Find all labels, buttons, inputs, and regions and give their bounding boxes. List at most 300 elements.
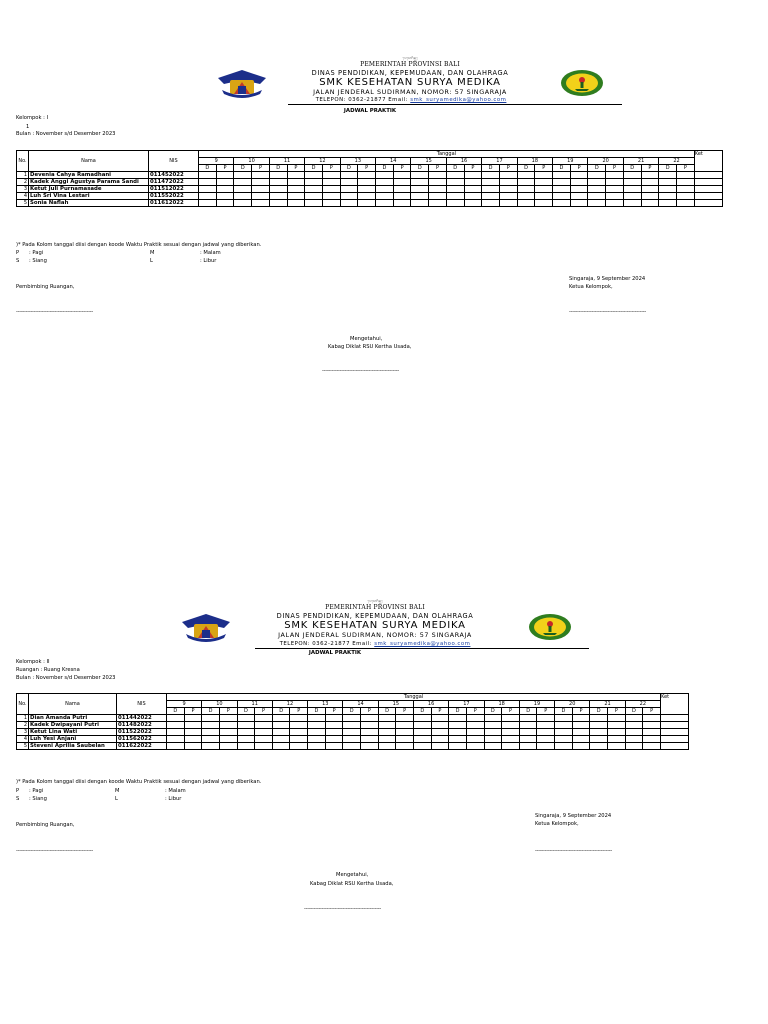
schedule-cell[interactable]: [396, 729, 414, 736]
schedule-cell[interactable]: [413, 736, 431, 743]
shift-p-header: P: [466, 708, 484, 715]
student-nis: 011562022: [117, 736, 167, 743]
schedule-cell[interactable]: [343, 729, 361, 736]
day-header: 9: [167, 701, 202, 708]
shift-p-header: P: [606, 165, 624, 172]
schedule-cell[interactable]: [343, 743, 361, 750]
shift-d-header: D: [588, 165, 606, 172]
day-header: 9: [199, 158, 234, 165]
schedule-cell[interactable]: [519, 729, 537, 736]
schedule-cell[interactable]: [590, 729, 608, 736]
day-header: 10: [234, 158, 269, 165]
pembimbing-label: Pembimbing Ruangan,: [16, 284, 75, 290]
schedule-cell[interactable]: [608, 729, 626, 736]
legend-l-label: : Libur: [165, 796, 182, 802]
schedule-cell[interactable]: [202, 729, 220, 736]
legend-l-label: : Libur: [200, 258, 217, 264]
schedule-cell[interactable]: [431, 736, 449, 743]
shift-p-header: P: [429, 165, 447, 172]
shift-d-header: D: [484, 708, 502, 715]
student-no: 2: [17, 179, 29, 186]
schedule-cell[interactable]: [608, 736, 626, 743]
table-row: [17, 736, 689, 743]
schedule-cell[interactable]: [343, 715, 361, 722]
shift-d-header: D: [482, 165, 500, 172]
col-header-no: No.: [17, 694, 29, 715]
schedule-cell[interactable]: [184, 729, 202, 736]
table-row: [17, 743, 689, 750]
shift-p-header: P: [464, 165, 482, 172]
schedule-cell[interactable]: [237, 722, 255, 729]
day-header: 17: [482, 158, 517, 165]
schedule-cell[interactable]: [466, 715, 484, 722]
schedule-cell[interactable]: [290, 715, 308, 722]
day-header: 14: [376, 158, 411, 165]
pembimbing-label: Pembimbing Ruangan,: [16, 822, 75, 828]
legend-p-label: : Pagi: [29, 250, 44, 256]
table-row: [17, 722, 689, 729]
schedule-cell[interactable]: [290, 729, 308, 736]
legend-s-label: : Siang: [29, 796, 47, 802]
schedule-cell[interactable]: [555, 743, 573, 750]
shift-p-header: P: [572, 708, 590, 715]
schedule-cell[interactable]: [255, 736, 273, 743]
schedule-cell[interactable]: [502, 715, 520, 722]
ketua-label: Ketua Kelompok,: [569, 284, 613, 290]
schedule-cell[interactable]: [219, 743, 237, 750]
schedule-cell[interactable]: [625, 736, 643, 743]
shift-p-header: P: [608, 708, 626, 715]
schedule-cell[interactable]: [325, 715, 343, 722]
shift-p-header: P: [322, 165, 340, 172]
schedule-cell[interactable]: [537, 715, 555, 722]
schedule-cell[interactable]: [502, 729, 520, 736]
shift-d-header: D: [413, 708, 431, 715]
schedule-cell[interactable]: [378, 715, 396, 722]
shift-d-header: D: [446, 165, 464, 172]
shift-p-header: P: [361, 708, 379, 715]
schedule-cell[interactable]: [608, 722, 626, 729]
student-name: Luh Yesi Anjani: [29, 736, 117, 743]
schedule-cell[interactable]: [484, 729, 502, 736]
schedule-cell[interactable]: [625, 743, 643, 750]
ket-cell[interactable]: [661, 722, 689, 729]
header-school: SMK KESEHATAN SURYA MEDIKA: [319, 77, 501, 88]
student-name: Ketut Lina Wati: [29, 729, 117, 736]
col-header-nama: Nama: [29, 694, 117, 715]
shift-p-header: P: [290, 708, 308, 715]
day-header: 13: [308, 701, 343, 708]
header-script-line: ᬧᬾᬫᬾᬭᬶᬦ᭄ᬢᬄ: [367, 599, 383, 603]
legend-s-code: S: [16, 258, 20, 264]
schedule-cell[interactable]: [184, 722, 202, 729]
kelompok-label: Kelompok : I: [16, 115, 49, 121]
schedule-cell[interactable]: [572, 715, 590, 722]
schedule-cell[interactable]: [202, 743, 220, 750]
legend-p-code: P: [16, 250, 20, 256]
schedule-cell[interactable]: [361, 736, 379, 743]
student-nis: 011512022: [149, 186, 199, 193]
schedule-cell[interactable]: [537, 736, 555, 743]
schedule-cell[interactable]: [449, 715, 467, 722]
header-address: JALAN JENDERAL SUDIRMAN, NOMOR: 57 SINGARAJA: [278, 631, 472, 639]
schedule-cell[interactable]: [237, 715, 255, 722]
shift-d-header: D: [519, 708, 537, 715]
schedule-cell[interactable]: [378, 729, 396, 736]
header-dinas: DINAS PENDIDIKAN, KEPEMUDAAN, DAN OLAHRAGA: [311, 69, 509, 77]
shift-d-header: D: [202, 708, 220, 715]
legend-m-code: M: [115, 788, 120, 794]
schedule-cell[interactable]: [466, 722, 484, 729]
student-no: 4: [17, 193, 29, 200]
schedule-cell[interactable]: [431, 722, 449, 729]
day-header: 12: [272, 701, 307, 708]
kabag-label: Kabag Diklat RSU Kertha Usada,: [310, 881, 394, 887]
schedule-cell[interactable]: [378, 722, 396, 729]
schedule-cell[interactable]: [572, 736, 590, 743]
shift-d-header: D: [623, 165, 641, 172]
schedule-cell[interactable]: [325, 722, 343, 729]
header-address: JALAN JENDERAL SUDIRMAN, NOMOR: 57 SINGARAJA: [313, 88, 507, 96]
header-gov: PEMERINTAH PROVINSI BALI: [325, 604, 425, 611]
student-no: 1: [17, 172, 29, 179]
schedule-cell[interactable]: [643, 743, 661, 750]
schedule-cell[interactable]: [519, 722, 537, 729]
schedule-cell[interactable]: [466, 743, 484, 750]
schedule-cell[interactable]: [502, 722, 520, 729]
schedule-cell[interactable]: [484, 722, 502, 729]
schedule-cell[interactable]: [325, 729, 343, 736]
schedule-cell[interactable]: [202, 722, 220, 729]
schedule-cell[interactable]: [537, 722, 555, 729]
schedule-cell[interactable]: [290, 736, 308, 743]
shift-p-header: P: [252, 165, 270, 172]
schedule-cell[interactable]: [608, 743, 626, 750]
schedule-cell[interactable]: [308, 722, 326, 729]
mengetahui-label: Mengetahui,: [336, 872, 369, 878]
bulan-label: Bulan : November s/d Desember 2023: [16, 131, 116, 137]
shift-d-header: D: [167, 708, 185, 715]
shift-d-header: D: [343, 708, 361, 715]
schedule-cell[interactable]: [431, 729, 449, 736]
schedule-cell[interactable]: [272, 722, 290, 729]
shift-p-header: P: [358, 165, 376, 172]
schedule-cell[interactable]: [219, 715, 237, 722]
header-gov: PEMERINTAH PROVINSI BALI: [360, 61, 460, 68]
day-header: 13: [340, 158, 375, 165]
student-no: 2: [17, 722, 29, 729]
shift-d-header: D: [625, 708, 643, 715]
day-header: 11: [269, 158, 304, 165]
schedule-cell[interactable]: [255, 715, 273, 722]
ket-cell[interactable]: [661, 715, 689, 722]
schedule-cell[interactable]: [555, 722, 573, 729]
schedule-cell[interactable]: [643, 722, 661, 729]
schedule-cell[interactable]: [272, 715, 290, 722]
bulan-label: Bulan : November s/d Desember 2023: [16, 675, 116, 681]
day-header: 14: [343, 701, 378, 708]
col-header-ket: Ket: [694, 151, 722, 172]
student-nis: 011552022: [149, 193, 199, 200]
schedule-cell[interactable]: [378, 743, 396, 750]
schedule-cell[interactable]: [167, 743, 185, 750]
header-telephone: [250, 641, 500, 647]
student-name: Kadek Anggi Agustya Parama Sandi: [29, 179, 149, 186]
email-link[interactable]: smk_suryamedika@yahoo.com: [410, 97, 507, 103]
table-header-row: [17, 694, 689, 701]
schedule-cell[interactable]: [413, 729, 431, 736]
schedule-cell[interactable]: [167, 729, 185, 736]
student-name: Steveni Aprilia Saubelan: [29, 743, 117, 750]
day-header: 16: [413, 701, 448, 708]
schedule-cell[interactable]: [202, 736, 220, 743]
schedule-cell[interactable]: [396, 736, 414, 743]
ruangan-label: 1: [26, 124, 30, 130]
page-title: JADWAL PRAKTIK: [343, 108, 397, 114]
schedule-cell[interactable]: [237, 729, 255, 736]
day-header: 16: [446, 158, 481, 165]
schedule-cell[interactable]: [308, 743, 326, 750]
student-no: 4: [17, 736, 29, 743]
schedule-cell[interactable]: [572, 729, 590, 736]
schedule-cell[interactable]: [590, 722, 608, 729]
schedule-cell[interactable]: [449, 743, 467, 750]
shift-d-header: D: [411, 165, 429, 172]
schedule-cell[interactable]: [572, 722, 590, 729]
schedule-cell[interactable]: [413, 715, 431, 722]
shift-d-header: D: [234, 165, 252, 172]
schedule-cell[interactable]: [643, 715, 661, 722]
shift-d-header: D: [590, 708, 608, 715]
legend-s-label: : Siang: [29, 258, 47, 264]
legend-note: )* Pada Kolom tanggal diisi dengan koode Waktu Praktik sesuai dengan jadwal yang diberikan.: [16, 242, 262, 248]
schedule-cell[interactable]: [431, 715, 449, 722]
kabag-sign-line: ------------------------------------------------: [304, 906, 382, 912]
schedule-cell[interactable]: [484, 743, 502, 750]
schedule-cell[interactable]: [255, 722, 273, 729]
telephone-text: TELEPON: 0362-21877 Email:: [315, 97, 409, 103]
student-no: 5: [17, 200, 29, 207]
shift-p-header: P: [502, 708, 520, 715]
schedule-cell[interactable]: [325, 736, 343, 743]
shift-p-header: P: [431, 708, 449, 715]
schedule-cell[interactable]: [255, 743, 273, 750]
schedule-cell[interactable]: [237, 743, 255, 750]
page-title: JADWAL PRAKTIK: [308, 650, 362, 656]
shift-p-header: P: [499, 165, 517, 172]
schedule-cell[interactable]: [184, 715, 202, 722]
schedule-cell[interactable]: [202, 715, 220, 722]
day-header: 17: [449, 701, 484, 708]
col-header-no: No.: [17, 151, 29, 172]
day-header: 22: [659, 158, 695, 165]
student-nis: 011452022: [149, 172, 199, 179]
legend-s-code: S: [16, 796, 20, 802]
schedule-cell[interactable]: [413, 722, 431, 729]
mengetahui-label: Mengetahui,: [350, 336, 383, 342]
schedule-cell[interactable]: [308, 715, 326, 722]
shift-d-header: D: [449, 708, 467, 715]
schedule-cell[interactable]: [272, 729, 290, 736]
schedule-cell[interactable]: [555, 729, 573, 736]
schedule-cell[interactable]: [167, 736, 185, 743]
schedule-cell[interactable]: [431, 743, 449, 750]
legend-m-label: : Malam: [165, 788, 186, 794]
schedule-cell[interactable]: [449, 736, 467, 743]
schedule-cell[interactable]: [555, 715, 573, 722]
telephone-text: TELEPON: 0362-21877 Email:: [279, 641, 373, 647]
schedule-cell[interactable]: [519, 743, 537, 750]
schedule-cell[interactable]: [361, 715, 379, 722]
shift-d-header: D: [308, 708, 326, 715]
schedule-cell[interactable]: [272, 743, 290, 750]
shift-p-header: P: [641, 165, 659, 172]
schedule-cell[interactable]: [590, 736, 608, 743]
schedule-cell[interactable]: [484, 715, 502, 722]
legend-l-code: L: [150, 258, 153, 264]
schedule-cell[interactable]: [378, 736, 396, 743]
schedule-cell[interactable]: [325, 743, 343, 750]
schedule-cell[interactable]: [308, 736, 326, 743]
schedule-cell[interactable]: [413, 743, 431, 750]
schedule-cell[interactable]: [219, 736, 237, 743]
shift-p-header: P: [393, 165, 411, 172]
schedule-cell[interactable]: [167, 722, 185, 729]
student-no: 3: [17, 186, 29, 193]
shift-d-header: D: [340, 165, 358, 172]
school-logo-icon: [528, 613, 572, 641]
schedule-cell[interactable]: [555, 736, 573, 743]
schedule-cell[interactable]: [466, 736, 484, 743]
legend-p-label: : Pagi: [29, 788, 44, 794]
shift-p-header: P: [216, 165, 234, 172]
shift-p-header: P: [535, 165, 553, 172]
schedule-cell[interactable]: [272, 736, 290, 743]
student-name: Luh Sri Vina Lestari: [29, 193, 149, 200]
day-header: 15: [411, 158, 446, 165]
shift-d-header: D: [555, 708, 573, 715]
schedule-cell[interactable]: [219, 722, 237, 729]
pembimbing-sign-line: ------------------------------------------------: [16, 848, 94, 854]
table-row: [17, 715, 689, 722]
schedule-cell[interactable]: [519, 736, 537, 743]
schedule-cell[interactable]: [466, 729, 484, 736]
day-header: 11: [237, 701, 272, 708]
schedule-cell[interactable]: [643, 736, 661, 743]
email-link[interactable]: smk_suryamedika@yahoo.com: [374, 641, 471, 647]
day-header: 21: [623, 158, 658, 165]
schedule-cell[interactable]: [184, 743, 202, 750]
schedule-cell[interactable]: [255, 729, 273, 736]
header-script-line: ᬧᬾᬫᬾᬭᬶᬦ᭄ᬢᬄ: [402, 56, 418, 60]
kabag-sign-line: ------------------------------------------------: [322, 368, 400, 374]
day-header: 20: [588, 158, 623, 165]
day-header: 10: [202, 701, 237, 708]
place-date: Singaraja, 9 September 2024: [569, 276, 646, 282]
schedule-table: [16, 693, 689, 750]
schedule-cell[interactable]: [396, 743, 414, 750]
schedule-cell[interactable]: [449, 729, 467, 736]
schedule-cell[interactable]: [643, 729, 661, 736]
day-header: 18: [484, 701, 519, 708]
schedule-cell[interactable]: [396, 715, 414, 722]
schedule-cell[interactable]: [308, 729, 326, 736]
schedule-cell[interactable]: [361, 743, 379, 750]
schedule-cell[interactable]: [625, 722, 643, 729]
schedule-cell[interactable]: [449, 722, 467, 729]
day-header: 15: [378, 701, 413, 708]
day-header: 21: [590, 701, 625, 708]
shift-d-header: D: [553, 165, 571, 172]
student-name: Kadek Dwipayani Putri: [29, 722, 117, 729]
schedule-cell[interactable]: [184, 736, 202, 743]
schedule-cell[interactable]: [519, 715, 537, 722]
col-header-nama: Nama: [29, 151, 149, 172]
ket-cell[interactable]: [661, 729, 689, 736]
legend-l-code: L: [115, 796, 118, 802]
shift-p-header: P: [219, 708, 237, 715]
col-header-tanggal: Tanggal: [167, 694, 661, 701]
schedule-cell[interactable]: [537, 743, 555, 750]
ket-cell[interactable]: [661, 736, 689, 743]
student-nis: 011442022: [117, 715, 167, 722]
shift-p-header: P: [537, 708, 555, 715]
schedule-cell[interactable]: [608, 715, 626, 722]
schedule-cell[interactable]: [590, 715, 608, 722]
col-header-ket: Ket: [661, 694, 689, 715]
schedule-cell[interactable]: [625, 729, 643, 736]
legend-m-code: M: [150, 250, 155, 256]
shift-d-header: D: [199, 165, 217, 172]
shift-d-header: D: [237, 708, 255, 715]
col-header-nis: NIS: [117, 694, 167, 715]
header-rule: [255, 648, 589, 649]
schedule-cell[interactable]: [343, 736, 361, 743]
shift-p-header: P: [184, 708, 202, 715]
schedule-cell[interactable]: [290, 743, 308, 750]
schedule-cell[interactable]: [343, 722, 361, 729]
student-nis: 011482022: [117, 722, 167, 729]
bali-emblem-icon: [180, 612, 232, 642]
ket-cell[interactable]: [661, 743, 689, 750]
student-no: 1: [17, 715, 29, 722]
schedule-cell[interactable]: [537, 729, 555, 736]
schedule-cell[interactable]: [167, 715, 185, 722]
shift-d-header: D: [659, 165, 677, 172]
schedule-cell[interactable]: [361, 722, 379, 729]
schedule-cell[interactable]: [625, 715, 643, 722]
schedule-cell[interactable]: [396, 722, 414, 729]
schedule-cell[interactable]: [502, 743, 520, 750]
header-dinas: DINAS PENDIDIKAN, KEPEMUDAAN, DAN OLAHRAGA: [276, 612, 474, 620]
shift-p-header: P: [287, 165, 305, 172]
day-header: 19: [553, 158, 588, 165]
student-nis: 011522022: [117, 729, 167, 736]
schedule-cell[interactable]: [290, 722, 308, 729]
schedule-cell[interactable]: [361, 729, 379, 736]
schedule-cell[interactable]: [219, 729, 237, 736]
pembimbing-sign-line: ------------------------------------------------: [16, 309, 94, 315]
schedule-cell[interactable]: [237, 736, 255, 743]
ketua-label: Ketua Kelompok,: [535, 821, 579, 827]
header-school: SMK KESEHATAN SURYA MEDIKA: [284, 620, 466, 631]
schedule-cell[interactable]: [502, 736, 520, 743]
schedule-cell[interactable]: [572, 743, 590, 750]
ruangan-label: Ruangan : Ruang Kresna: [16, 667, 80, 673]
kabag-label: Kabag Diklat RSU Kertha Usada,: [328, 344, 412, 350]
schedule-cell[interactable]: [484, 736, 502, 743]
schedule-cell[interactable]: [590, 743, 608, 750]
